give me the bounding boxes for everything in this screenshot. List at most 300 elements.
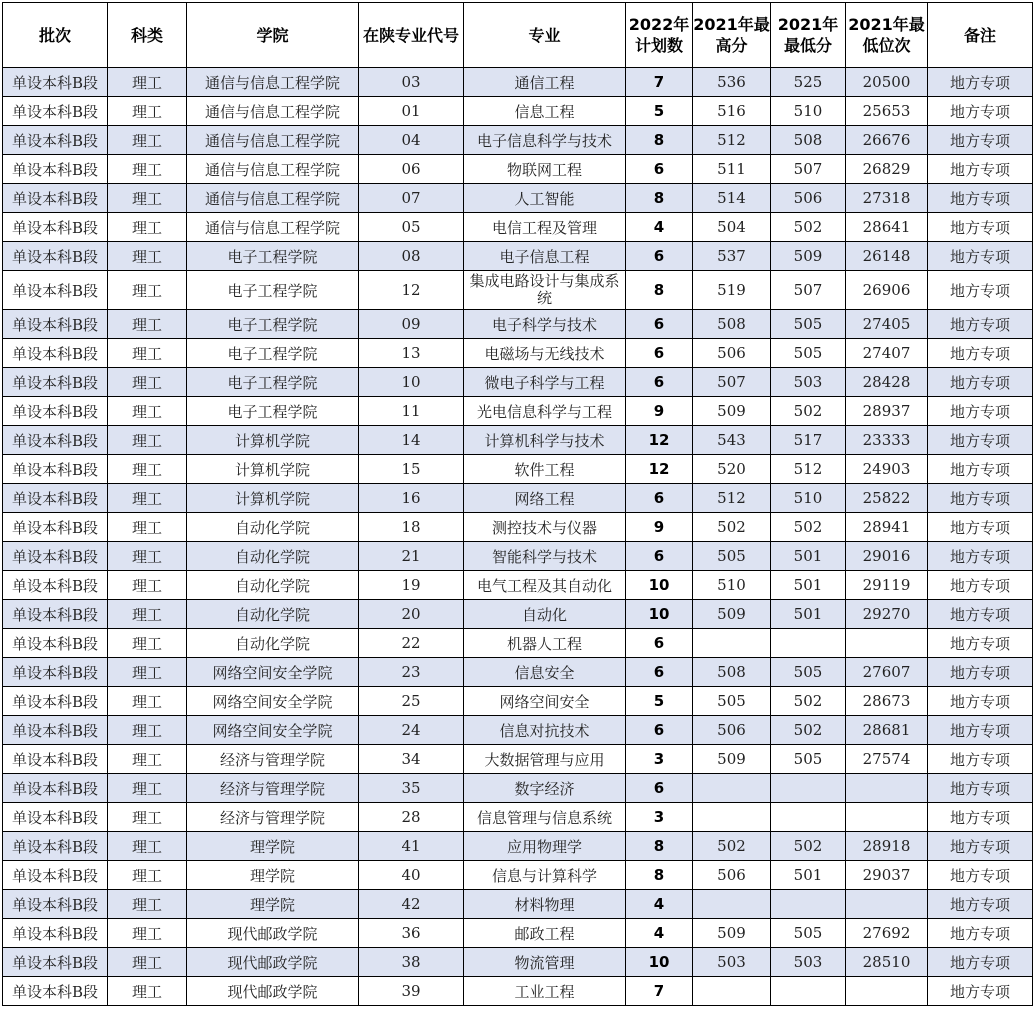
- table-body: [3, 68, 1033, 1006]
- cell-major: 电信工程及管理: [464, 213, 626, 242]
- cell-category: 理工: [108, 368, 187, 397]
- cell-min-rank-2021: [846, 774, 928, 803]
- table-header: [3, 3, 1033, 68]
- cell-min-score-2021: 501: [771, 542, 846, 571]
- table-row: [3, 745, 1033, 774]
- cell-college: 经济与管理学院: [187, 803, 359, 832]
- cell-min-rank-2021: 27607: [846, 658, 928, 687]
- cell-max-score-2021: 512: [693, 484, 771, 513]
- cell-major-code: 21: [359, 542, 464, 571]
- cell-min-score-2021: 512: [771, 455, 846, 484]
- cell-max-score-2021: 519: [693, 271, 771, 310]
- cell-plan-2022: 4: [626, 919, 693, 948]
- cell-min-score-2021: 501: [771, 861, 846, 890]
- cell-college: 计算机学院: [187, 484, 359, 513]
- cell-remark: 地方专项: [928, 948, 1033, 977]
- cell-max-score-2021: 505: [693, 542, 771, 571]
- cell-plan-2022: 3: [626, 803, 693, 832]
- cell-max-score-2021: 536: [693, 68, 771, 97]
- cell-remark: 地方专项: [928, 832, 1033, 861]
- cell-plan-2022: 6: [626, 310, 693, 339]
- cell-major-code: 24: [359, 716, 464, 745]
- cell-min-rank-2021: 25822: [846, 484, 928, 513]
- cell-remark: 地方专项: [928, 368, 1033, 397]
- cell-plan-2022: 10: [626, 948, 693, 977]
- table-row: [3, 977, 1033, 1006]
- cell-batch: 单设本科B段: [3, 571, 108, 600]
- cell-major: 光电信息科学与工程: [464, 397, 626, 426]
- cell-max-score-2021: 509: [693, 600, 771, 629]
- cell-batch: 单设本科B段: [3, 271, 108, 310]
- header-min-rank-2021: 2021年最低位次: [846, 3, 928, 68]
- cell-remark: 地方专项: [928, 426, 1033, 455]
- cell-min-rank-2021: 23333: [846, 426, 928, 455]
- cell-major: 信息与计算科学: [464, 861, 626, 890]
- cell-max-score-2021: 502: [693, 513, 771, 542]
- cell-major-code: 08: [359, 242, 464, 271]
- cell-remark: 地方专项: [928, 455, 1033, 484]
- table-row: [3, 68, 1033, 97]
- cell-batch: 单设本科B段: [3, 126, 108, 155]
- cell-category: 理工: [108, 629, 187, 658]
- header-plan-2022: 2022年计划数: [626, 3, 693, 68]
- cell-remark: 地方专项: [928, 126, 1033, 155]
- cell-category: 理工: [108, 832, 187, 861]
- cell-plan-2022: 6: [626, 368, 693, 397]
- cell-major: 电子信息科学与技术: [464, 126, 626, 155]
- cell-plan-2022: 6: [626, 155, 693, 184]
- cell-major-code: 36: [359, 919, 464, 948]
- cell-min-rank-2021: [846, 977, 928, 1006]
- cell-category: 理工: [108, 68, 187, 97]
- cell-max-score-2021: 509: [693, 919, 771, 948]
- cell-major-code: 05: [359, 213, 464, 242]
- cell-category: 理工: [108, 184, 187, 213]
- cell-college: 通信与信息工程学院: [187, 155, 359, 184]
- cell-batch: 单设本科B段: [3, 68, 108, 97]
- cell-min-score-2021: 505: [771, 745, 846, 774]
- cell-major: 应用物理学: [464, 832, 626, 861]
- cell-college: 自动化学院: [187, 542, 359, 571]
- cell-min-rank-2021: 29270: [846, 600, 928, 629]
- cell-category: 理工: [108, 339, 187, 368]
- cell-plan-2022: 8: [626, 861, 693, 890]
- cell-major: 计算机科学与技术: [464, 426, 626, 455]
- cell-max-score-2021: 506: [693, 861, 771, 890]
- cell-plan-2022: 9: [626, 397, 693, 426]
- cell-plan-2022: 12: [626, 426, 693, 455]
- cell-college: 自动化学院: [187, 571, 359, 600]
- cell-college: 电子工程学院: [187, 339, 359, 368]
- cell-min-score-2021: 502: [771, 213, 846, 242]
- cell-batch: 单设本科B段: [3, 455, 108, 484]
- cell-min-score-2021: 502: [771, 716, 846, 745]
- cell-college: 计算机学院: [187, 426, 359, 455]
- cell-plan-2022: 12: [626, 455, 693, 484]
- cell-remark: 地方专项: [928, 658, 1033, 687]
- table-row: [3, 97, 1033, 126]
- table-row: [3, 339, 1033, 368]
- cell-batch: 单设本科B段: [3, 397, 108, 426]
- cell-college: 理学院: [187, 832, 359, 861]
- cell-remark: 地方专项: [928, 919, 1033, 948]
- cell-major-code: 23: [359, 658, 464, 687]
- cell-plan-2022: 8: [626, 184, 693, 213]
- cell-batch: 单设本科B段: [3, 861, 108, 890]
- cell-min-rank-2021: [846, 890, 928, 919]
- cell-major-code: 39: [359, 977, 464, 1006]
- cell-max-score-2021: 508: [693, 310, 771, 339]
- table-row: [3, 687, 1033, 716]
- cell-category: 理工: [108, 774, 187, 803]
- cell-major: 微电子科学与工程: [464, 368, 626, 397]
- cell-max-score-2021: 520: [693, 455, 771, 484]
- cell-major-code: 04: [359, 126, 464, 155]
- cell-college: 通信与信息工程学院: [187, 68, 359, 97]
- cell-plan-2022: 7: [626, 68, 693, 97]
- cell-plan-2022: 8: [626, 271, 693, 310]
- cell-remark: 地方专项: [928, 542, 1033, 571]
- cell-min-score-2021: 502: [771, 687, 846, 716]
- cell-category: 理工: [108, 861, 187, 890]
- cell-major: 物流管理: [464, 948, 626, 977]
- cell-major: 自动化: [464, 600, 626, 629]
- cell-major-code: 16: [359, 484, 464, 513]
- cell-batch: 单设本科B段: [3, 600, 108, 629]
- cell-remark: 地方专项: [928, 310, 1033, 339]
- cell-min-score-2021: 525: [771, 68, 846, 97]
- cell-batch: 单设本科B段: [3, 832, 108, 861]
- cell-college: 网络空间安全学院: [187, 716, 359, 745]
- cell-plan-2022: 7: [626, 977, 693, 1006]
- table-row: [3, 426, 1033, 455]
- cell-remark: 地方专项: [928, 687, 1033, 716]
- cell-min-rank-2021: 28937: [846, 397, 928, 426]
- cell-major: 工业工程: [464, 977, 626, 1006]
- cell-college: 现代邮政学院: [187, 948, 359, 977]
- table-row: [3, 310, 1033, 339]
- cell-max-score-2021: 504: [693, 213, 771, 242]
- cell-major-code: 03: [359, 68, 464, 97]
- cell-max-score-2021: [693, 774, 771, 803]
- cell-major-code: 06: [359, 155, 464, 184]
- cell-category: 理工: [108, 919, 187, 948]
- cell-college: 经济与管理学院: [187, 745, 359, 774]
- cell-remark: 地方专项: [928, 629, 1033, 658]
- table-row: [3, 542, 1033, 571]
- cell-major: 信息安全: [464, 658, 626, 687]
- cell-category: 理工: [108, 484, 187, 513]
- cell-category: 理工: [108, 803, 187, 832]
- cell-plan-2022: 8: [626, 832, 693, 861]
- table-row: [3, 803, 1033, 832]
- cell-min-rank-2021: 27407: [846, 339, 928, 368]
- cell-major: 软件工程: [464, 455, 626, 484]
- cell-min-rank-2021: 26906: [846, 271, 928, 310]
- cell-min-rank-2021: 29016: [846, 542, 928, 571]
- cell-min-rank-2021: 26829: [846, 155, 928, 184]
- table-row: [3, 368, 1033, 397]
- cell-min-rank-2021: 27405: [846, 310, 928, 339]
- cell-batch: 单设本科B段: [3, 890, 108, 919]
- cell-plan-2022: 10: [626, 571, 693, 600]
- cell-major-code: 19: [359, 571, 464, 600]
- cell-batch: 单设本科B段: [3, 687, 108, 716]
- cell-category: 理工: [108, 310, 187, 339]
- cell-min-score-2021: 510: [771, 97, 846, 126]
- cell-batch: 单设本科B段: [3, 242, 108, 271]
- cell-major-code: 11: [359, 397, 464, 426]
- cell-remark: 地方专项: [928, 213, 1033, 242]
- cell-min-rank-2021: 28941: [846, 513, 928, 542]
- cell-max-score-2021: [693, 629, 771, 658]
- cell-min-score-2021: [771, 803, 846, 832]
- table-row: [3, 155, 1033, 184]
- cell-remark: 地方专项: [928, 242, 1033, 271]
- cell-batch: 单设本科B段: [3, 629, 108, 658]
- cell-plan-2022: 3: [626, 745, 693, 774]
- cell-max-score-2021: 508: [693, 658, 771, 687]
- cell-college: 电子工程学院: [187, 242, 359, 271]
- cell-min-rank-2021: 28510: [846, 948, 928, 977]
- cell-college: 自动化学院: [187, 629, 359, 658]
- cell-max-score-2021: 509: [693, 397, 771, 426]
- cell-plan-2022: 6: [626, 774, 693, 803]
- cell-min-rank-2021: 20500: [846, 68, 928, 97]
- table-row: [3, 890, 1033, 919]
- cell-college: 通信与信息工程学院: [187, 126, 359, 155]
- cell-max-score-2021: 543: [693, 426, 771, 455]
- cell-max-score-2021: 516: [693, 97, 771, 126]
- cell-major-code: 40: [359, 861, 464, 890]
- cell-category: 理工: [108, 213, 187, 242]
- header-category: 科类: [108, 3, 187, 68]
- cell-min-rank-2021: 28918: [846, 832, 928, 861]
- cell-batch: 单设本科B段: [3, 97, 108, 126]
- cell-major-code: 18: [359, 513, 464, 542]
- table-row: [3, 658, 1033, 687]
- table-row: [3, 629, 1033, 658]
- cell-major-code: 12: [359, 271, 464, 310]
- cell-plan-2022: 6: [626, 658, 693, 687]
- cell-batch: 单设本科B段: [3, 803, 108, 832]
- cell-batch: 单设本科B段: [3, 948, 108, 977]
- cell-category: 理工: [108, 242, 187, 271]
- cell-batch: 单设本科B段: [3, 339, 108, 368]
- cell-max-score-2021: 514: [693, 184, 771, 213]
- cell-min-score-2021: [771, 890, 846, 919]
- cell-min-rank-2021: 26148: [846, 242, 928, 271]
- cell-major: 机器人工程: [464, 629, 626, 658]
- cell-category: 理工: [108, 745, 187, 774]
- table-row: [3, 513, 1033, 542]
- cell-max-score-2021: [693, 977, 771, 1006]
- cell-major: 大数据管理与应用: [464, 745, 626, 774]
- cell-category: 理工: [108, 426, 187, 455]
- cell-min-score-2021: 507: [771, 271, 846, 310]
- cell-min-score-2021: 501: [771, 600, 846, 629]
- cell-major-code: 13: [359, 339, 464, 368]
- cell-category: 理工: [108, 397, 187, 426]
- cell-min-rank-2021: 28428: [846, 368, 928, 397]
- cell-category: 理工: [108, 542, 187, 571]
- table-row: [3, 271, 1033, 310]
- cell-remark: 地方专项: [928, 977, 1033, 1006]
- cell-college: 电子工程学院: [187, 271, 359, 310]
- table-row: [3, 571, 1033, 600]
- cell-max-score-2021: 507: [693, 368, 771, 397]
- cell-min-score-2021: 509: [771, 242, 846, 271]
- cell-batch: 单设本科B段: [3, 310, 108, 339]
- cell-min-rank-2021: 28681: [846, 716, 928, 745]
- cell-major: 测控技术与仪器: [464, 513, 626, 542]
- cell-max-score-2021: 511: [693, 155, 771, 184]
- header-row: [3, 3, 1033, 68]
- cell-college: 现代邮政学院: [187, 977, 359, 1006]
- header-min-score-2021: 2021年最低分: [771, 3, 846, 68]
- cell-remark: 地方专项: [928, 890, 1033, 919]
- table-row: [3, 861, 1033, 890]
- cell-min-score-2021: [771, 977, 846, 1006]
- cell-college: 电子工程学院: [187, 310, 359, 339]
- cell-major: 集成电路设计与集成系统: [464, 271, 626, 310]
- cell-min-score-2021: 507: [771, 155, 846, 184]
- cell-min-rank-2021: 28641: [846, 213, 928, 242]
- cell-category: 理工: [108, 658, 187, 687]
- cell-major: 电磁场与无线技术: [464, 339, 626, 368]
- cell-plan-2022: 6: [626, 542, 693, 571]
- cell-max-score-2021: 506: [693, 716, 771, 745]
- cell-min-rank-2021: 26676: [846, 126, 928, 155]
- cell-major-code: 41: [359, 832, 464, 861]
- cell-major: 数字经济: [464, 774, 626, 803]
- cell-min-score-2021: 505: [771, 310, 846, 339]
- cell-plan-2022: 6: [626, 242, 693, 271]
- cell-plan-2022: 6: [626, 716, 693, 745]
- cell-min-score-2021: [771, 774, 846, 803]
- cell-batch: 单设本科B段: [3, 774, 108, 803]
- table-row: [3, 948, 1033, 977]
- cell-min-score-2021: 508: [771, 126, 846, 155]
- cell-min-rank-2021: [846, 803, 928, 832]
- cell-remark: 地方专项: [928, 600, 1033, 629]
- cell-major: 信息工程: [464, 97, 626, 126]
- cell-major: 网络空间安全: [464, 687, 626, 716]
- cell-college: 自动化学院: [187, 513, 359, 542]
- cell-major-code: 25: [359, 687, 464, 716]
- cell-college: 自动化学院: [187, 600, 359, 629]
- cell-remark: 地方专项: [928, 271, 1033, 310]
- cell-remark: 地方专项: [928, 774, 1033, 803]
- cell-category: 理工: [108, 571, 187, 600]
- table-row: [3, 600, 1033, 629]
- cell-major: 信息对抗技术: [464, 716, 626, 745]
- cell-category: 理工: [108, 513, 187, 542]
- cell-min-score-2021: 503: [771, 368, 846, 397]
- cell-remark: 地方专项: [928, 803, 1033, 832]
- cell-college: 理学院: [187, 890, 359, 919]
- table-row: [3, 832, 1033, 861]
- cell-batch: 单设本科B段: [3, 155, 108, 184]
- cell-remark: 地方专项: [928, 397, 1033, 426]
- cell-min-rank-2021: 27318: [846, 184, 928, 213]
- table-row: [3, 126, 1033, 155]
- cell-plan-2022: 6: [626, 629, 693, 658]
- cell-major: 网络工程: [464, 484, 626, 513]
- cell-batch: 单设本科B段: [3, 484, 108, 513]
- cell-max-score-2021: [693, 803, 771, 832]
- cell-remark: 地方专项: [928, 68, 1033, 97]
- header-max-score-2021: 2021年最高分: [693, 3, 771, 68]
- cell-max-score-2021: [693, 890, 771, 919]
- cell-min-rank-2021: 29119: [846, 571, 928, 600]
- cell-category: 理工: [108, 455, 187, 484]
- cell-batch: 单设本科B段: [3, 184, 108, 213]
- cell-batch: 单设本科B段: [3, 513, 108, 542]
- cell-remark: 地方专项: [928, 513, 1033, 542]
- cell-batch: 单设本科B段: [3, 542, 108, 571]
- cell-remark: 地方专项: [928, 184, 1033, 213]
- table-row: [3, 716, 1033, 745]
- cell-college: 计算机学院: [187, 455, 359, 484]
- cell-min-rank-2021: [846, 629, 928, 658]
- cell-min-rank-2021: 27692: [846, 919, 928, 948]
- cell-plan-2022: 4: [626, 213, 693, 242]
- cell-plan-2022: 5: [626, 687, 693, 716]
- cell-category: 理工: [108, 977, 187, 1006]
- cell-batch: 单设本科B段: [3, 745, 108, 774]
- cell-remark: 地方专项: [928, 339, 1033, 368]
- cell-major: 信息管理与信息系统: [464, 803, 626, 832]
- table-row: [3, 455, 1033, 484]
- cell-category: 理工: [108, 600, 187, 629]
- cell-plan-2022: 5: [626, 97, 693, 126]
- header-major-code: 在陕专业代号: [359, 3, 464, 68]
- cell-min-rank-2021: 28673: [846, 687, 928, 716]
- cell-category: 理工: [108, 948, 187, 977]
- cell-min-rank-2021: 25653: [846, 97, 928, 126]
- cell-plan-2022: 4: [626, 890, 693, 919]
- cell-remark: 地方专项: [928, 484, 1033, 513]
- cell-batch: 单设本科B段: [3, 919, 108, 948]
- cell-major: 人工智能: [464, 184, 626, 213]
- cell-major-code: 35: [359, 774, 464, 803]
- cell-major: 电气工程及其自动化: [464, 571, 626, 600]
- cell-plan-2022: 8: [626, 126, 693, 155]
- cell-major-code: 14: [359, 426, 464, 455]
- cell-major: 物联网工程: [464, 155, 626, 184]
- cell-major: 通信工程: [464, 68, 626, 97]
- cell-college: 经济与管理学院: [187, 774, 359, 803]
- table-row: [3, 184, 1033, 213]
- cell-min-score-2021: 502: [771, 397, 846, 426]
- admission-plan-table: [2, 2, 1033, 1006]
- cell-remark: 地方专项: [928, 861, 1033, 890]
- cell-college: 通信与信息工程学院: [187, 213, 359, 242]
- cell-remark: 地方专项: [928, 97, 1033, 126]
- cell-min-score-2021: 505: [771, 339, 846, 368]
- cell-major-code: 09: [359, 310, 464, 339]
- cell-college: 通信与信息工程学院: [187, 184, 359, 213]
- cell-major-code: 10: [359, 368, 464, 397]
- cell-major: 电子科学与技术: [464, 310, 626, 339]
- cell-category: 理工: [108, 716, 187, 745]
- cell-major-code: 34: [359, 745, 464, 774]
- cell-major-code: 07: [359, 184, 464, 213]
- table-row: [3, 213, 1033, 242]
- cell-major: 电子信息工程: [464, 242, 626, 271]
- cell-category: 理工: [108, 97, 187, 126]
